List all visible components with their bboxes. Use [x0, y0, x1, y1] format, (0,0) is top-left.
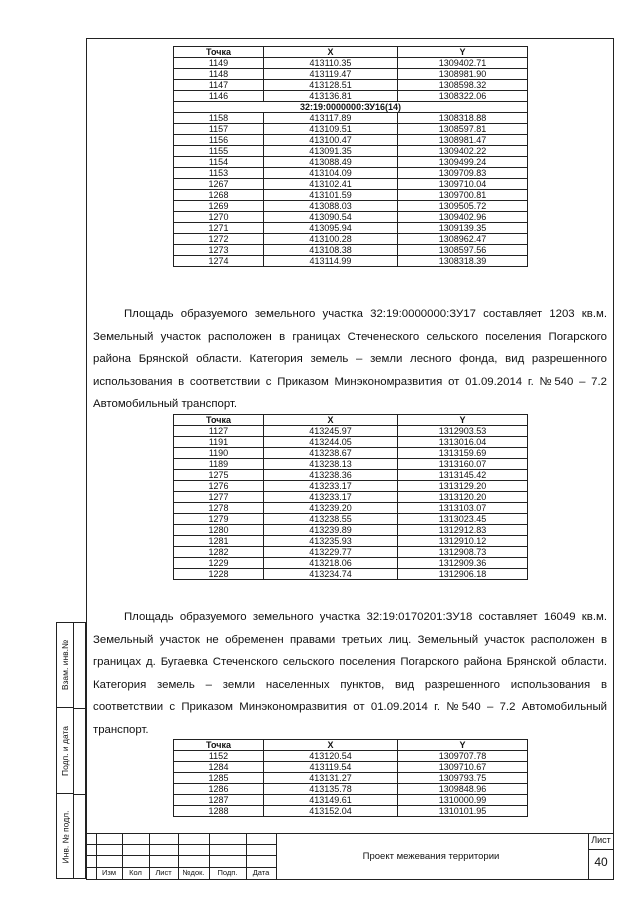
table-row [174, 157, 528, 168]
table-row [174, 536, 528, 547]
side-approval-strip [56, 622, 86, 879]
table-row [174, 201, 528, 212]
header-y: Y [398, 740, 528, 751]
x-cell: 413090.54 [264, 212, 398, 223]
table-row [174, 773, 528, 784]
x-cell: 413120.54 [264, 751, 398, 762]
y-cell: 1309402.96 [398, 212, 528, 223]
table-row [174, 569, 528, 580]
header-y: Y [398, 415, 528, 426]
point-cell: 1282 [174, 547, 264, 558]
table-row [174, 426, 528, 437]
table-row [174, 69, 528, 80]
point-cell: 1279 [174, 514, 264, 525]
y-cell: 1312906.18 [398, 569, 528, 580]
y-cell: 1309499.24 [398, 157, 528, 168]
table-row [174, 470, 528, 481]
stamp-col-list: Лист [155, 868, 172, 877]
table-row [174, 245, 528, 256]
point-cell: 1287 [174, 795, 264, 806]
x-cell: 413101.59 [264, 190, 398, 201]
sheet-number: 40 [594, 855, 608, 869]
point-cell: 1127 [174, 426, 264, 437]
table-row [174, 448, 528, 459]
side-label-podp: Подп. и дата [60, 725, 71, 777]
point-cell: 1286 [174, 784, 264, 795]
paragraph-zu18 [93, 606, 607, 742]
y-cell: 1309700.81 [398, 190, 528, 201]
stamp-col-podp: Подп. [217, 868, 238, 877]
paragraph-zu18-text: Площадь образуемого земельного участка 32:19:0170201:ЗУ18 составляет 16049 кв.м. Земельный участок не обременен правами третьих лиц. Земельный участок расположен в границах д. Бугаевка Стеченского сельского поселения Погарского района Брянской области. Категория земель – земли населенных пунктов, вид разрешенного использования в соответствии с Приказом Минэкономразвития от 01.09.2014 г. №540 – 7.2 Автомобильный транспорт. [93, 611, 607, 736]
stamp-row-line-1 [86, 844, 276, 845]
y-cell: 1309709.83 [398, 168, 528, 179]
x-cell: 413136.81 [264, 91, 398, 102]
point-cell: 1152 [174, 751, 264, 762]
table-row [174, 806, 528, 817]
table-row [174, 751, 528, 762]
x-cell: 413244.05 [264, 437, 398, 448]
x-cell: 413119.54 [264, 762, 398, 773]
point-cell: 1149 [174, 58, 264, 69]
table-row [174, 525, 528, 536]
y-cell: 1308597.81 [398, 124, 528, 135]
point-cell: 1284 [174, 762, 264, 773]
y-cell: 1308962.47 [398, 234, 528, 245]
table-row [174, 223, 528, 234]
stamp-col-izm: Изм [102, 868, 116, 877]
x-cell: 413229.77 [264, 547, 398, 558]
x-cell: 413119.47 [264, 69, 398, 80]
y-cell: 1308318.39 [398, 256, 528, 267]
x-cell: 413238.36 [264, 470, 398, 481]
header-point: Точка [174, 740, 264, 751]
y-cell: 1313103.07 [398, 503, 528, 514]
table-row [174, 113, 528, 124]
x-cell: 413218.06 [264, 558, 398, 569]
x-cell: 413233.17 [264, 492, 398, 503]
x-cell: 413152.04 [264, 806, 398, 817]
stamp-col-data: Дата [252, 868, 270, 877]
y-cell: 1313159.69 [398, 448, 528, 459]
point-cell: 1157 [174, 124, 264, 135]
y-cell: 1309848.96 [398, 784, 528, 795]
point-cell: 1276 [174, 481, 264, 492]
table-row [174, 234, 528, 245]
x-cell: 413238.13 [264, 459, 398, 470]
y-cell: 1313016.04 [398, 437, 528, 448]
point-cell: 1153 [174, 168, 264, 179]
side-values-column [73, 622, 86, 879]
y-cell: 1313145.42 [398, 470, 528, 481]
point-cell: 1229 [174, 558, 264, 569]
x-cell: 413135.78 [264, 784, 398, 795]
y-cell: 1310101.95 [398, 806, 528, 817]
point-cell: 1288 [174, 806, 264, 817]
point-cell: 1154 [174, 157, 264, 168]
point-cell: 1158 [174, 113, 264, 124]
point-cell: 1275 [174, 470, 264, 481]
title-block [86, 833, 614, 880]
x-cell: 413104.09 [264, 168, 398, 179]
x-cell: 413095.94 [264, 223, 398, 234]
y-cell: 1313120.20 [398, 492, 528, 503]
y-cell: 1308981.47 [398, 135, 528, 146]
x-cell: 413131.27 [264, 773, 398, 784]
x-cell: 413088.49 [264, 157, 398, 168]
table-header-row [174, 740, 528, 751]
table-row [174, 547, 528, 558]
table-row [174, 558, 528, 569]
table-row [174, 481, 528, 492]
x-cell: 413091.35 [264, 146, 398, 157]
table-row [174, 212, 528, 223]
stamp-col-ndok: №док. [182, 868, 205, 877]
y-cell: 1308981.90 [398, 69, 528, 80]
x-cell: 413108.38 [264, 245, 398, 256]
side-label-vzam: Взам. инв.№ [60, 639, 70, 691]
table-header-row [174, 415, 528, 426]
x-cell: 413100.47 [264, 135, 398, 146]
table-row [174, 168, 528, 179]
point-cell: 1269 [174, 201, 264, 212]
y-cell: 1313023.45 [398, 514, 528, 525]
point-cell: 1281 [174, 536, 264, 547]
table-row [174, 784, 528, 795]
table-row [174, 190, 528, 201]
point-cell: 1274 [174, 256, 264, 267]
y-cell: 1309402.71 [398, 58, 528, 69]
coordinates-table-2 [173, 414, 528, 580]
y-cell: 1309710.04 [398, 179, 528, 190]
header-point: Точка [174, 47, 264, 58]
point-cell: 1189 [174, 459, 264, 470]
x-cell: 413102.41 [264, 179, 398, 190]
x-cell: 413234.74 [264, 569, 398, 580]
x-cell: 413233.17 [264, 481, 398, 492]
table-row [174, 124, 528, 135]
point-cell: 1228 [174, 569, 264, 580]
y-cell: 1310000.99 [398, 795, 528, 806]
x-cell: 413114.99 [264, 256, 398, 267]
table-row [174, 135, 528, 146]
header-y: Y [398, 47, 528, 58]
y-cell: 1308322.06 [398, 91, 528, 102]
y-cell: 1312912.83 [398, 525, 528, 536]
y-cell: 1308318.88 [398, 113, 528, 124]
table-row [174, 91, 528, 102]
y-cell: 1309402.22 [398, 146, 528, 157]
header-point: Точка [174, 415, 264, 426]
point-cell: 1268 [174, 190, 264, 201]
x-cell: 413088.03 [264, 201, 398, 212]
paragraph-zu17 [93, 303, 607, 416]
point-cell: 1280 [174, 525, 264, 536]
x-cell: 413117.89 [264, 113, 398, 124]
table-row [174, 146, 528, 157]
table-row [174, 179, 528, 190]
point-cell: 1277 [174, 492, 264, 503]
x-cell: 413235.93 [264, 536, 398, 547]
table-row [174, 514, 528, 525]
x-cell: 413238.55 [264, 514, 398, 525]
table-row [174, 437, 528, 448]
y-cell: 1308597.56 [398, 245, 528, 256]
point-cell: 1146 [174, 91, 264, 102]
x-cell: 413239.89 [264, 525, 398, 536]
header-x: X [264, 415, 398, 426]
paragraph-zu17-text: Площадь образуемого земельного участка 32:19:0000000:ЗУ17 составляет 1203 кв.м. Земельный участок расположен в границах Стеченеского сельского поселения Погарского района Брянской области. Категория земель – земли лесного фонда, вид разрешенного использования в соответствии с Приказом Минэкономразвития от 01.09.2014 г. №540 – 7.2 Автомобильный транспорт. [93, 308, 607, 411]
point-cell: 1285 [174, 773, 264, 784]
y-cell: 1309710.67 [398, 762, 528, 773]
side-divider-2 [73, 794, 86, 795]
stamp-sheet-line [588, 849, 614, 850]
table-row [174, 503, 528, 514]
y-cell: 1313160.07 [398, 459, 528, 470]
point-cell: 1271 [174, 223, 264, 234]
coordinates-table-1 [173, 46, 528, 267]
coordinates-table-3 [173, 739, 528, 817]
table-row [174, 58, 528, 69]
table-row [174, 762, 528, 773]
table-row [174, 80, 528, 91]
y-cell: 1309707.78 [398, 751, 528, 762]
point-cell: 1155 [174, 146, 264, 157]
point-cell: 1272 [174, 234, 264, 245]
y-cell: 1309793.75 [398, 773, 528, 784]
point-cell: 1191 [174, 437, 264, 448]
parcel-label-row [174, 102, 528, 113]
point-cell: 1273 [174, 245, 264, 256]
y-cell: 1312910.12 [398, 536, 528, 547]
point-cell: 1147 [174, 80, 264, 91]
x-cell: 413128.51 [264, 80, 398, 91]
x-cell: 413239.20 [264, 503, 398, 514]
y-cell: 1308598.32 [398, 80, 528, 91]
y-cell: 1309139.35 [398, 223, 528, 234]
document-title: Проект межевания территории [362, 851, 500, 862]
x-cell: 413100.28 [264, 234, 398, 245]
table-row [174, 256, 528, 267]
point-cell: 1267 [174, 179, 264, 190]
point-cell: 1156 [174, 135, 264, 146]
stamp-row-line-2 [86, 855, 276, 856]
y-cell: 1312908.73 [398, 547, 528, 558]
table-header-row [174, 47, 528, 58]
x-cell: 413110.35 [264, 58, 398, 69]
stamp-col-kol: Кол [129, 868, 142, 877]
table-row [174, 795, 528, 806]
header-x: X [264, 47, 398, 58]
sheet-label: Лист [591, 835, 611, 845]
point-cell: 1190 [174, 448, 264, 459]
parcel-label: 32:19:0000000:ЗУ16(14) [174, 102, 528, 113]
y-cell: 1309505.72 [398, 201, 528, 212]
x-cell: 413149.61 [264, 795, 398, 806]
y-cell: 1312909.36 [398, 558, 528, 569]
point-cell: 1270 [174, 212, 264, 223]
side-label-inv: Инв. № подл. [60, 810, 71, 863]
x-cell: 413245.97 [264, 426, 398, 437]
y-cell: 1312903.53 [398, 426, 528, 437]
y-cell: 1313129.20 [398, 481, 528, 492]
point-cell: 1278 [174, 503, 264, 514]
side-divider-1 [73, 708, 86, 709]
point-cell: 1148 [174, 69, 264, 80]
table-row [174, 492, 528, 503]
header-x: X [264, 740, 398, 751]
table-row [174, 459, 528, 470]
x-cell: 413238.67 [264, 448, 398, 459]
x-cell: 413109.51 [264, 124, 398, 135]
